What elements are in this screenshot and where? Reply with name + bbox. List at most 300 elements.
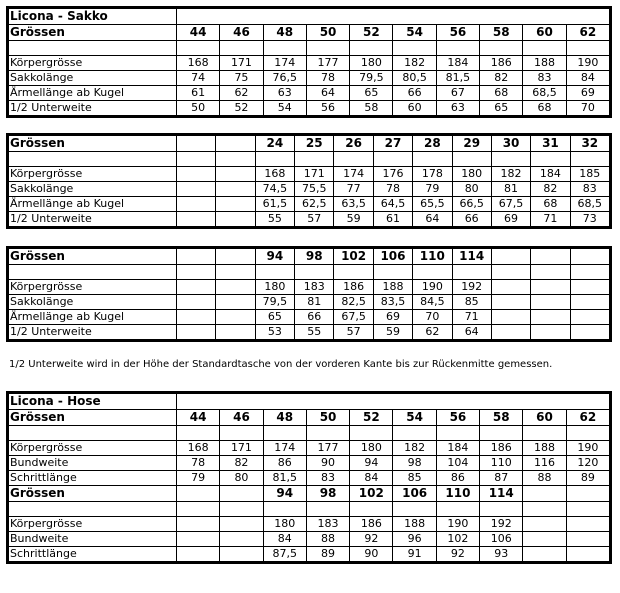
spacer-cell — [306, 41, 349, 56]
row-label: Bundweite — [9, 456, 177, 471]
table-cell: 75 — [220, 71, 263, 86]
table-cell: 80,5 — [393, 71, 436, 86]
size-header-cell — [220, 486, 263, 502]
table-cell: 82 — [480, 71, 523, 86]
size-header-cell: 114 — [480, 486, 523, 502]
table-cell — [570, 325, 609, 340]
size-header-label: Grössen — [9, 25, 177, 41]
table-cell: 186 — [480, 56, 523, 71]
table-cell: 64,5 — [373, 197, 412, 212]
spacer-cell — [350, 41, 393, 56]
table-cell: 65 — [480, 101, 523, 116]
size-header-cell: 29 — [452, 136, 491, 152]
row-label: Körpergrösse — [9, 56, 177, 71]
spacer-cell — [373, 152, 412, 167]
spacer-row — [9, 41, 610, 56]
title-filler — [177, 9, 610, 25]
size-header-row — [9, 486, 610, 502]
spacer-cell — [295, 265, 334, 280]
size-header-cell: 50 — [306, 25, 349, 41]
table-cell: 64 — [452, 325, 491, 340]
table-cell: 98 — [393, 456, 436, 471]
table-cell: 183 — [295, 280, 334, 295]
spacer-cell — [9, 41, 177, 56]
spacer-cell — [491, 265, 530, 280]
table-cell: 61 — [177, 86, 220, 101]
size-header-cell — [523, 486, 566, 502]
size-header-cell: 114 — [452, 249, 491, 265]
row-label: Körpergrösse — [9, 517, 177, 532]
spacer-cell — [480, 426, 523, 441]
table-cell: 52 — [220, 101, 263, 116]
measurement-note: 1/2 Unterweite wird in der Höhe der Standardtasche von der vorderen Kante bis zur Rückenmitte gemessen. — [9, 359, 553, 370]
row-label: Schrittlänge — [9, 471, 177, 486]
spacer-cell — [177, 502, 220, 517]
size-header-cell: 48 — [263, 410, 306, 426]
table-cell — [177, 197, 216, 212]
table-cell: 83 — [523, 71, 566, 86]
table-row — [9, 197, 610, 212]
table-cell: 180 — [255, 280, 294, 295]
size-header-cell — [570, 249, 609, 265]
table-cell — [566, 532, 609, 547]
table-row — [9, 517, 610, 532]
size-header-cell: 62 — [566, 410, 609, 426]
table-cell: 54 — [263, 101, 306, 116]
spacer-cell — [9, 152, 177, 167]
table-cell: 177 — [306, 56, 349, 71]
table-cell: 83,5 — [373, 295, 412, 310]
table-cell: 93 — [480, 547, 523, 562]
table-cell — [531, 280, 570, 295]
sakko-table-1-grid — [8, 8, 610, 116]
size-header-cell: 98 — [306, 486, 349, 502]
spacer-cell — [220, 41, 263, 56]
table-cell: 83 — [570, 182, 609, 197]
table-cell: 104 — [436, 456, 479, 471]
table-cell: 66,5 — [452, 197, 491, 212]
table-row — [9, 471, 610, 486]
spacer-cell — [523, 41, 566, 56]
size-header-cell: 46 — [220, 25, 263, 41]
spacer-cell — [523, 426, 566, 441]
table-cell — [523, 547, 566, 562]
spacer-cell — [491, 152, 530, 167]
spacer-cell — [263, 426, 306, 441]
table-cell: 186 — [334, 280, 373, 295]
spacer-cell — [566, 41, 609, 56]
table-cell: 75,5 — [295, 182, 334, 197]
table-cell — [570, 295, 609, 310]
table-cell — [177, 167, 216, 182]
table-cell — [566, 547, 609, 562]
table-cell: 180 — [350, 441, 393, 456]
size-header-cell: 102 — [350, 486, 393, 502]
table-cell — [491, 325, 530, 340]
spacer-cell — [436, 41, 479, 56]
size-header-row — [9, 136, 610, 152]
table-cell: 192 — [480, 517, 523, 532]
spacer-cell — [436, 426, 479, 441]
spacer-cell — [220, 502, 263, 517]
size-header-cell — [177, 486, 220, 502]
spacer-cell — [216, 152, 255, 167]
table-cell: 65,5 — [413, 197, 452, 212]
table-cell: 171 — [220, 441, 263, 456]
size-header-label: Grössen — [9, 486, 177, 502]
size-header-cell: 26 — [334, 136, 373, 152]
table-cell — [531, 295, 570, 310]
table-cell: 53 — [255, 325, 294, 340]
table-cell: 83 — [306, 471, 349, 486]
table-cell: 65 — [255, 310, 294, 325]
size-header-cell: 54 — [393, 25, 436, 41]
spacer-cell — [306, 426, 349, 441]
table-cell: 90 — [306, 456, 349, 471]
spacer-cell — [220, 426, 263, 441]
spacer-cell — [452, 152, 491, 167]
table-cell — [570, 310, 609, 325]
table-cell: 116 — [523, 456, 566, 471]
table-row — [9, 86, 610, 101]
sakko-table-3-grid — [8, 248, 610, 340]
spacer-cell — [216, 265, 255, 280]
size-header-cell: 110 — [436, 486, 479, 502]
size-header-cell: 62 — [566, 25, 609, 41]
table-cell: 88 — [306, 532, 349, 547]
table-cell: 68,5 — [570, 197, 609, 212]
spacer-cell — [177, 265, 216, 280]
spacer-cell — [570, 152, 609, 167]
table-cell: 73 — [570, 212, 609, 227]
size-header-cell — [531, 249, 570, 265]
table-cell: 61,5 — [255, 197, 294, 212]
spacer-cell — [373, 265, 412, 280]
table-cell: 70 — [413, 310, 452, 325]
table-cell: 184 — [436, 441, 479, 456]
spacer-cell — [255, 265, 294, 280]
table-cell: 183 — [306, 517, 349, 532]
table-cell: 82 — [531, 182, 570, 197]
table-cell: 61 — [373, 212, 412, 227]
table-cell: 84 — [566, 71, 609, 86]
size-header-cell: 48 — [263, 25, 306, 41]
table-cell — [216, 212, 255, 227]
table-row — [9, 310, 610, 325]
table-row — [9, 182, 610, 197]
table-cell: 84,5 — [413, 295, 452, 310]
table-cell: 63,5 — [334, 197, 373, 212]
spacer-cell — [531, 265, 570, 280]
spacer-cell — [531, 152, 570, 167]
size-header-cell — [566, 486, 609, 502]
table-cell: 57 — [295, 212, 334, 227]
row-label: Sakkolänge — [9, 182, 177, 197]
table-cell: 86 — [263, 456, 306, 471]
size-header-label: Grössen — [9, 136, 177, 152]
size-header-cell: 52 — [350, 410, 393, 426]
table-cell: 62,5 — [295, 197, 334, 212]
table-cell — [491, 310, 530, 325]
table-cell: 188 — [523, 56, 566, 71]
spacer-cell — [9, 502, 177, 517]
table-cell: 63 — [263, 86, 306, 101]
spacer-cell — [393, 41, 436, 56]
table-cell: 69 — [566, 86, 609, 101]
table-cell: 182 — [393, 56, 436, 71]
table-cell: 55 — [255, 212, 294, 227]
table-cell: 64 — [413, 212, 452, 227]
row-label: Sakkolänge — [9, 295, 177, 310]
size-header-cell: 106 — [373, 249, 412, 265]
size-header-cell: 24 — [255, 136, 294, 152]
table-cell: 81,5 — [263, 471, 306, 486]
table-cell: 184 — [436, 56, 479, 71]
table-cell — [177, 182, 216, 197]
table-row — [9, 456, 610, 471]
table-cell: 92 — [436, 547, 479, 562]
size-header-cell: 31 — [531, 136, 570, 152]
table-cell — [566, 517, 609, 532]
hose-size-table — [6, 391, 612, 564]
table-cell: 190 — [413, 280, 452, 295]
table-cell: 68,5 — [523, 86, 566, 101]
table-cell: 174 — [263, 441, 306, 456]
table-row — [9, 547, 610, 562]
table-cell — [220, 517, 263, 532]
table-cell: 76,5 — [263, 71, 306, 86]
table-cell: 185 — [570, 167, 609, 182]
table-cell: 174 — [334, 167, 373, 182]
table-cell: 67,5 — [491, 197, 530, 212]
spacer-cell — [452, 265, 491, 280]
size-header-cell: 46 — [220, 410, 263, 426]
table-cell: 74,5 — [255, 182, 294, 197]
size-header-cell: 30 — [491, 136, 530, 152]
spacer-row — [9, 152, 610, 167]
size-header-cell — [491, 249, 530, 265]
size-header-label: Grössen — [9, 249, 177, 265]
table-cell — [523, 532, 566, 547]
table-cell: 190 — [436, 517, 479, 532]
table-cell: 188 — [393, 517, 436, 532]
table-cell: 56 — [306, 101, 349, 116]
size-header-cell — [177, 136, 216, 152]
spacer-cell — [393, 426, 436, 441]
spacer-cell — [566, 426, 609, 441]
table-cell: 66 — [393, 86, 436, 101]
table-cell: 63 — [436, 101, 479, 116]
table-cell: 110 — [480, 456, 523, 471]
table-cell: 66 — [452, 212, 491, 227]
size-header-cell — [177, 249, 216, 265]
size-header-cell: 44 — [177, 410, 220, 426]
spacer-row — [9, 502, 610, 517]
table-cell: 96 — [393, 532, 436, 547]
spacer-cell — [566, 502, 609, 517]
spacer-cell — [177, 152, 216, 167]
table-cell: 91 — [393, 547, 436, 562]
table-cell: 68 — [531, 197, 570, 212]
table-cell: 81 — [491, 182, 530, 197]
table-cell: 82 — [220, 456, 263, 471]
table-cell: 81 — [295, 295, 334, 310]
table-cell: 78 — [373, 182, 412, 197]
table-cell — [177, 517, 220, 532]
row-label: Ärmellänge ab Kugel — [9, 197, 177, 212]
table-cell: 88 — [523, 471, 566, 486]
table-cell: 85 — [452, 295, 491, 310]
table-cell: 84 — [263, 532, 306, 547]
table-cell — [570, 280, 609, 295]
table-cell — [177, 280, 216, 295]
row-label: Körpergrösse — [9, 280, 177, 295]
table-cell — [216, 280, 255, 295]
sakko-size-table-1 — [6, 6, 612, 118]
table-cell: 106 — [480, 532, 523, 547]
table-cell: 79,5 — [350, 71, 393, 86]
table-cell: 94 — [350, 456, 393, 471]
table-cell: 80 — [220, 471, 263, 486]
size-header-cell: 25 — [295, 136, 334, 152]
table-cell: 168 — [177, 441, 220, 456]
table-title-row — [9, 394, 610, 410]
table-cell — [177, 295, 216, 310]
table-cell: 190 — [566, 441, 609, 456]
row-label: Schrittlänge — [9, 547, 177, 562]
table-cell: 168 — [177, 56, 220, 71]
spacer-cell — [413, 152, 452, 167]
size-header-cell: 50 — [306, 410, 349, 426]
spacer-cell — [480, 502, 523, 517]
table-cell: 171 — [295, 167, 334, 182]
table-cell: 69 — [373, 310, 412, 325]
table-cell: 184 — [531, 167, 570, 182]
table-cell: 188 — [373, 280, 412, 295]
table-cell — [491, 295, 530, 310]
table-cell: 58 — [350, 101, 393, 116]
spacer-cell — [177, 41, 220, 56]
size-header-label: Grössen — [9, 410, 177, 426]
table-row — [9, 167, 610, 182]
table-row — [9, 71, 610, 86]
table-cell: 71 — [452, 310, 491, 325]
table-cell — [216, 310, 255, 325]
table-cell: 62 — [220, 86, 263, 101]
table-row — [9, 280, 610, 295]
table-cell: 80 — [452, 182, 491, 197]
table-cell: 55 — [295, 325, 334, 340]
spacer-cell — [255, 152, 294, 167]
spacer-cell — [350, 426, 393, 441]
spacer-cell — [413, 265, 452, 280]
size-header-row — [9, 249, 610, 265]
table-cell: 81,5 — [436, 71, 479, 86]
table-cell: 78 — [306, 71, 349, 86]
table-cell: 79,5 — [255, 295, 294, 310]
table-cell: 176 — [373, 167, 412, 182]
table-cell: 86 — [436, 471, 479, 486]
size-header-row — [9, 410, 610, 426]
table-cell: 182 — [393, 441, 436, 456]
spacer-cell — [9, 426, 177, 441]
table-cell: 89 — [306, 547, 349, 562]
table-cell — [177, 310, 216, 325]
spacer-cell — [334, 265, 373, 280]
spacer-cell — [436, 502, 479, 517]
table-cell: 59 — [373, 325, 412, 340]
table-row — [9, 212, 610, 227]
table-cell: 168 — [255, 167, 294, 182]
table-title-row — [9, 9, 610, 25]
table-cell — [177, 532, 220, 547]
table-cell — [220, 547, 263, 562]
table-cell: 60 — [393, 101, 436, 116]
table-cell: 177 — [306, 441, 349, 456]
table-cell: 92 — [350, 532, 393, 547]
table-cell: 174 — [263, 56, 306, 71]
size-header-cell — [216, 136, 255, 152]
size-header-cell — [216, 249, 255, 265]
row-label: Bundweite — [9, 532, 177, 547]
row-label: Ärmellänge ab Kugel — [9, 310, 177, 325]
size-header-cell: 32 — [570, 136, 609, 152]
table-cell: 78 — [177, 456, 220, 471]
row-label: 1/2 Unterweite — [9, 212, 177, 227]
title-filler — [177, 394, 610, 410]
size-header-cell: 28 — [413, 136, 452, 152]
size-header-cell: 52 — [350, 25, 393, 41]
spacer-cell — [177, 426, 220, 441]
spacer-row — [9, 426, 610, 441]
table-cell: 79 — [413, 182, 452, 197]
table-cell: 87 — [480, 471, 523, 486]
spacer-cell — [306, 502, 349, 517]
spacer-cell — [9, 265, 177, 280]
table-cell: 70 — [566, 101, 609, 116]
size-header-cell: 98 — [295, 249, 334, 265]
size-header-cell: 94 — [255, 249, 294, 265]
table-cell: 65 — [350, 86, 393, 101]
table-row — [9, 532, 610, 547]
table-cell: 178 — [413, 167, 452, 182]
table-cell — [216, 167, 255, 182]
table-cell — [216, 295, 255, 310]
size-header-cell: 44 — [177, 25, 220, 41]
table-cell: 192 — [452, 280, 491, 295]
table-cell: 84 — [350, 471, 393, 486]
spacer-cell — [350, 502, 393, 517]
table-cell: 102 — [436, 532, 479, 547]
size-header-cell: 58 — [480, 25, 523, 41]
table-cell: 66 — [295, 310, 334, 325]
sakko-table-2-grid — [8, 135, 610, 227]
size-header-cell: 54 — [393, 410, 436, 426]
table-cell: 180 — [350, 56, 393, 71]
size-header-row — [9, 25, 610, 41]
table-cell: 186 — [350, 517, 393, 532]
table-cell: 62 — [413, 325, 452, 340]
table-cell — [177, 212, 216, 227]
table-cell — [216, 197, 255, 212]
table-cell: 82,5 — [334, 295, 373, 310]
size-header-cell: 27 — [373, 136, 412, 152]
spacer-cell — [523, 502, 566, 517]
row-label: Körpergrösse — [9, 441, 177, 456]
table-title: Licona - Hose — [9, 394, 177, 410]
table-cell: 67 — [436, 86, 479, 101]
table-cell: 67,5 — [334, 310, 373, 325]
